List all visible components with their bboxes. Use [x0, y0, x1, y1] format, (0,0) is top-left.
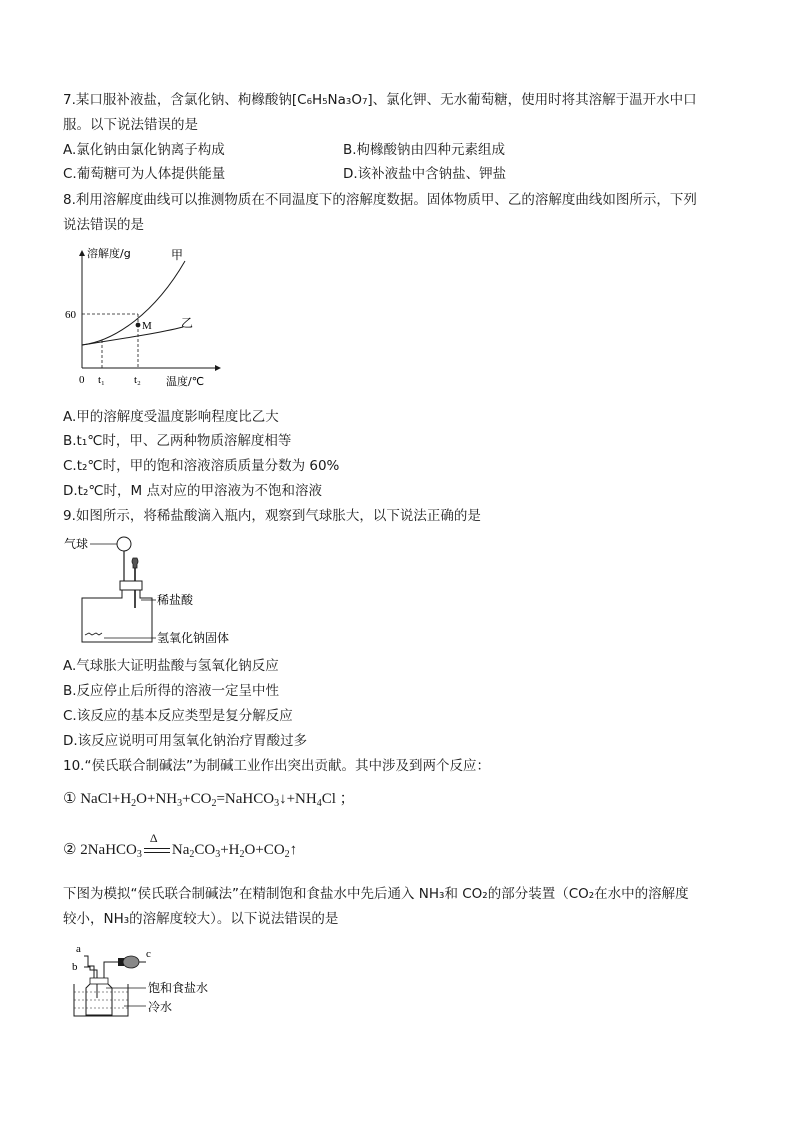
x-tick-t1: t₁ [98, 374, 105, 386]
origin-label: 0 [79, 374, 85, 386]
equation-2: ② 2NaHCO$_3$ Δ $Na_2CO_3+H_2O+CO_2↑$ [63, 831, 298, 860]
q9-option-c: C.该反应的基本反应类型是复分解反应 [63, 708, 293, 724]
q7-option-c: C.葡萄糖可为人体提供能量 [63, 166, 226, 182]
y-tick-60: 60 [65, 309, 76, 321]
ammonia-soda-apparatus-figure [66, 940, 256, 1020]
balloon-flask-figure [64, 532, 264, 652]
q8-stem-line1: 8.利用溶解度曲线可以推测物质在不同温度下的溶解度数据。固体物质甲、乙的溶解度曲线如图所示，下列 [63, 192, 697, 208]
q10-desc-line2: 较小，NH₃的溶解度较大）。以下说法错误的是 [63, 911, 339, 927]
point-m [136, 323, 141, 328]
solubility-curve-figure [60, 243, 230, 393]
label-b: b [72, 961, 78, 973]
brine-label: 饱和食盐水 [148, 981, 209, 995]
q9-option-a: A.气球胀大证明盐酸与氢氧化钠反应 [63, 658, 279, 674]
x-tick-t2: t₂ [134, 374, 141, 386]
q9-option-b: B.反应停止后所得的溶液一定呈中性 [63, 683, 280, 699]
solid-label: 氢氧化钠固体 [157, 631, 230, 645]
label-a: a [76, 943, 81, 955]
q8-option-b: B.t₁℃时，甲、乙两种物质溶解度相等 [63, 433, 292, 449]
q7-option-b: B.枸橼酸钠由四种元素组成 [343, 142, 506, 158]
q9-stem: 9.如图所示，将稀盐酸滴入瓶内，观察到气球胀大，以下说法正确的是 [63, 508, 481, 524]
curve-jia [82, 261, 185, 345]
acid-label: 稀盐酸 [157, 593, 194, 607]
curve-jia-label: 甲 [171, 248, 184, 262]
q7-option-d: D.该补液盐中含钠盐、钾盐 [343, 166, 507, 182]
stopper [120, 581, 142, 590]
curve-yi [82, 327, 183, 345]
y-axis-label: 溶解度/g [87, 247, 131, 260]
drying-tube [123, 956, 139, 968]
q8-option-a: A.甲的溶解度受温度影响程度比乙大 [63, 409, 279, 425]
q9-option-d: D.该反应说明可用氢氧化钠治疗胃酸过多 [63, 733, 308, 749]
label-c: c [146, 948, 151, 960]
q8-option-d: D.t₂℃时，M 点对应的甲溶液为不饱和溶液 [63, 483, 322, 499]
q7-stem-line2: 服。以下说法错误的是 [63, 117, 198, 133]
q10-desc-line1: 下图为模拟“侯氏联合制碱法”在精制饱和食盐水中先后通入 NH₃和 CO₂的部分装置（CO₂在水中的溶解度 [63, 886, 689, 902]
balloon-label: 气球 [64, 537, 89, 551]
reaction-bottle [86, 984, 112, 1015]
q8-stem-line2: 说法错误的是 [63, 217, 144, 233]
q7-option-a: A.氯化钠由氯化钠离子构成 [63, 142, 225, 158]
balloon-shape [117, 537, 131, 551]
q8-option-c: C.t₂℃时，甲的饱和溶液溶质质量分数为 60% [63, 458, 340, 474]
point-m-label: M [142, 320, 152, 332]
q7-stem-line1: 7.某口服补液盐，含氯化钠、枸橼酸钠[C₆H₅Na₃O₇]、氯化钾、无水葡萄糖，使用时将其溶解于温开水中口 [63, 92, 697, 108]
curve-yi-label: 乙 [181, 316, 194, 330]
q10-stem: 10.“侯氏联合制碱法”为制碱工业作出突出贡献。其中涉及到两个反应： [63, 758, 490, 774]
x-axis-label: 温度/℃ [166, 375, 205, 388]
flask [82, 590, 152, 642]
equation-1: ① $NaCl+H_2O+NH_3+CO_2=NaHCO_3↓+NH_4Cl$ ； [63, 789, 355, 809]
cold-water-label: 冷水 [148, 1000, 173, 1014]
